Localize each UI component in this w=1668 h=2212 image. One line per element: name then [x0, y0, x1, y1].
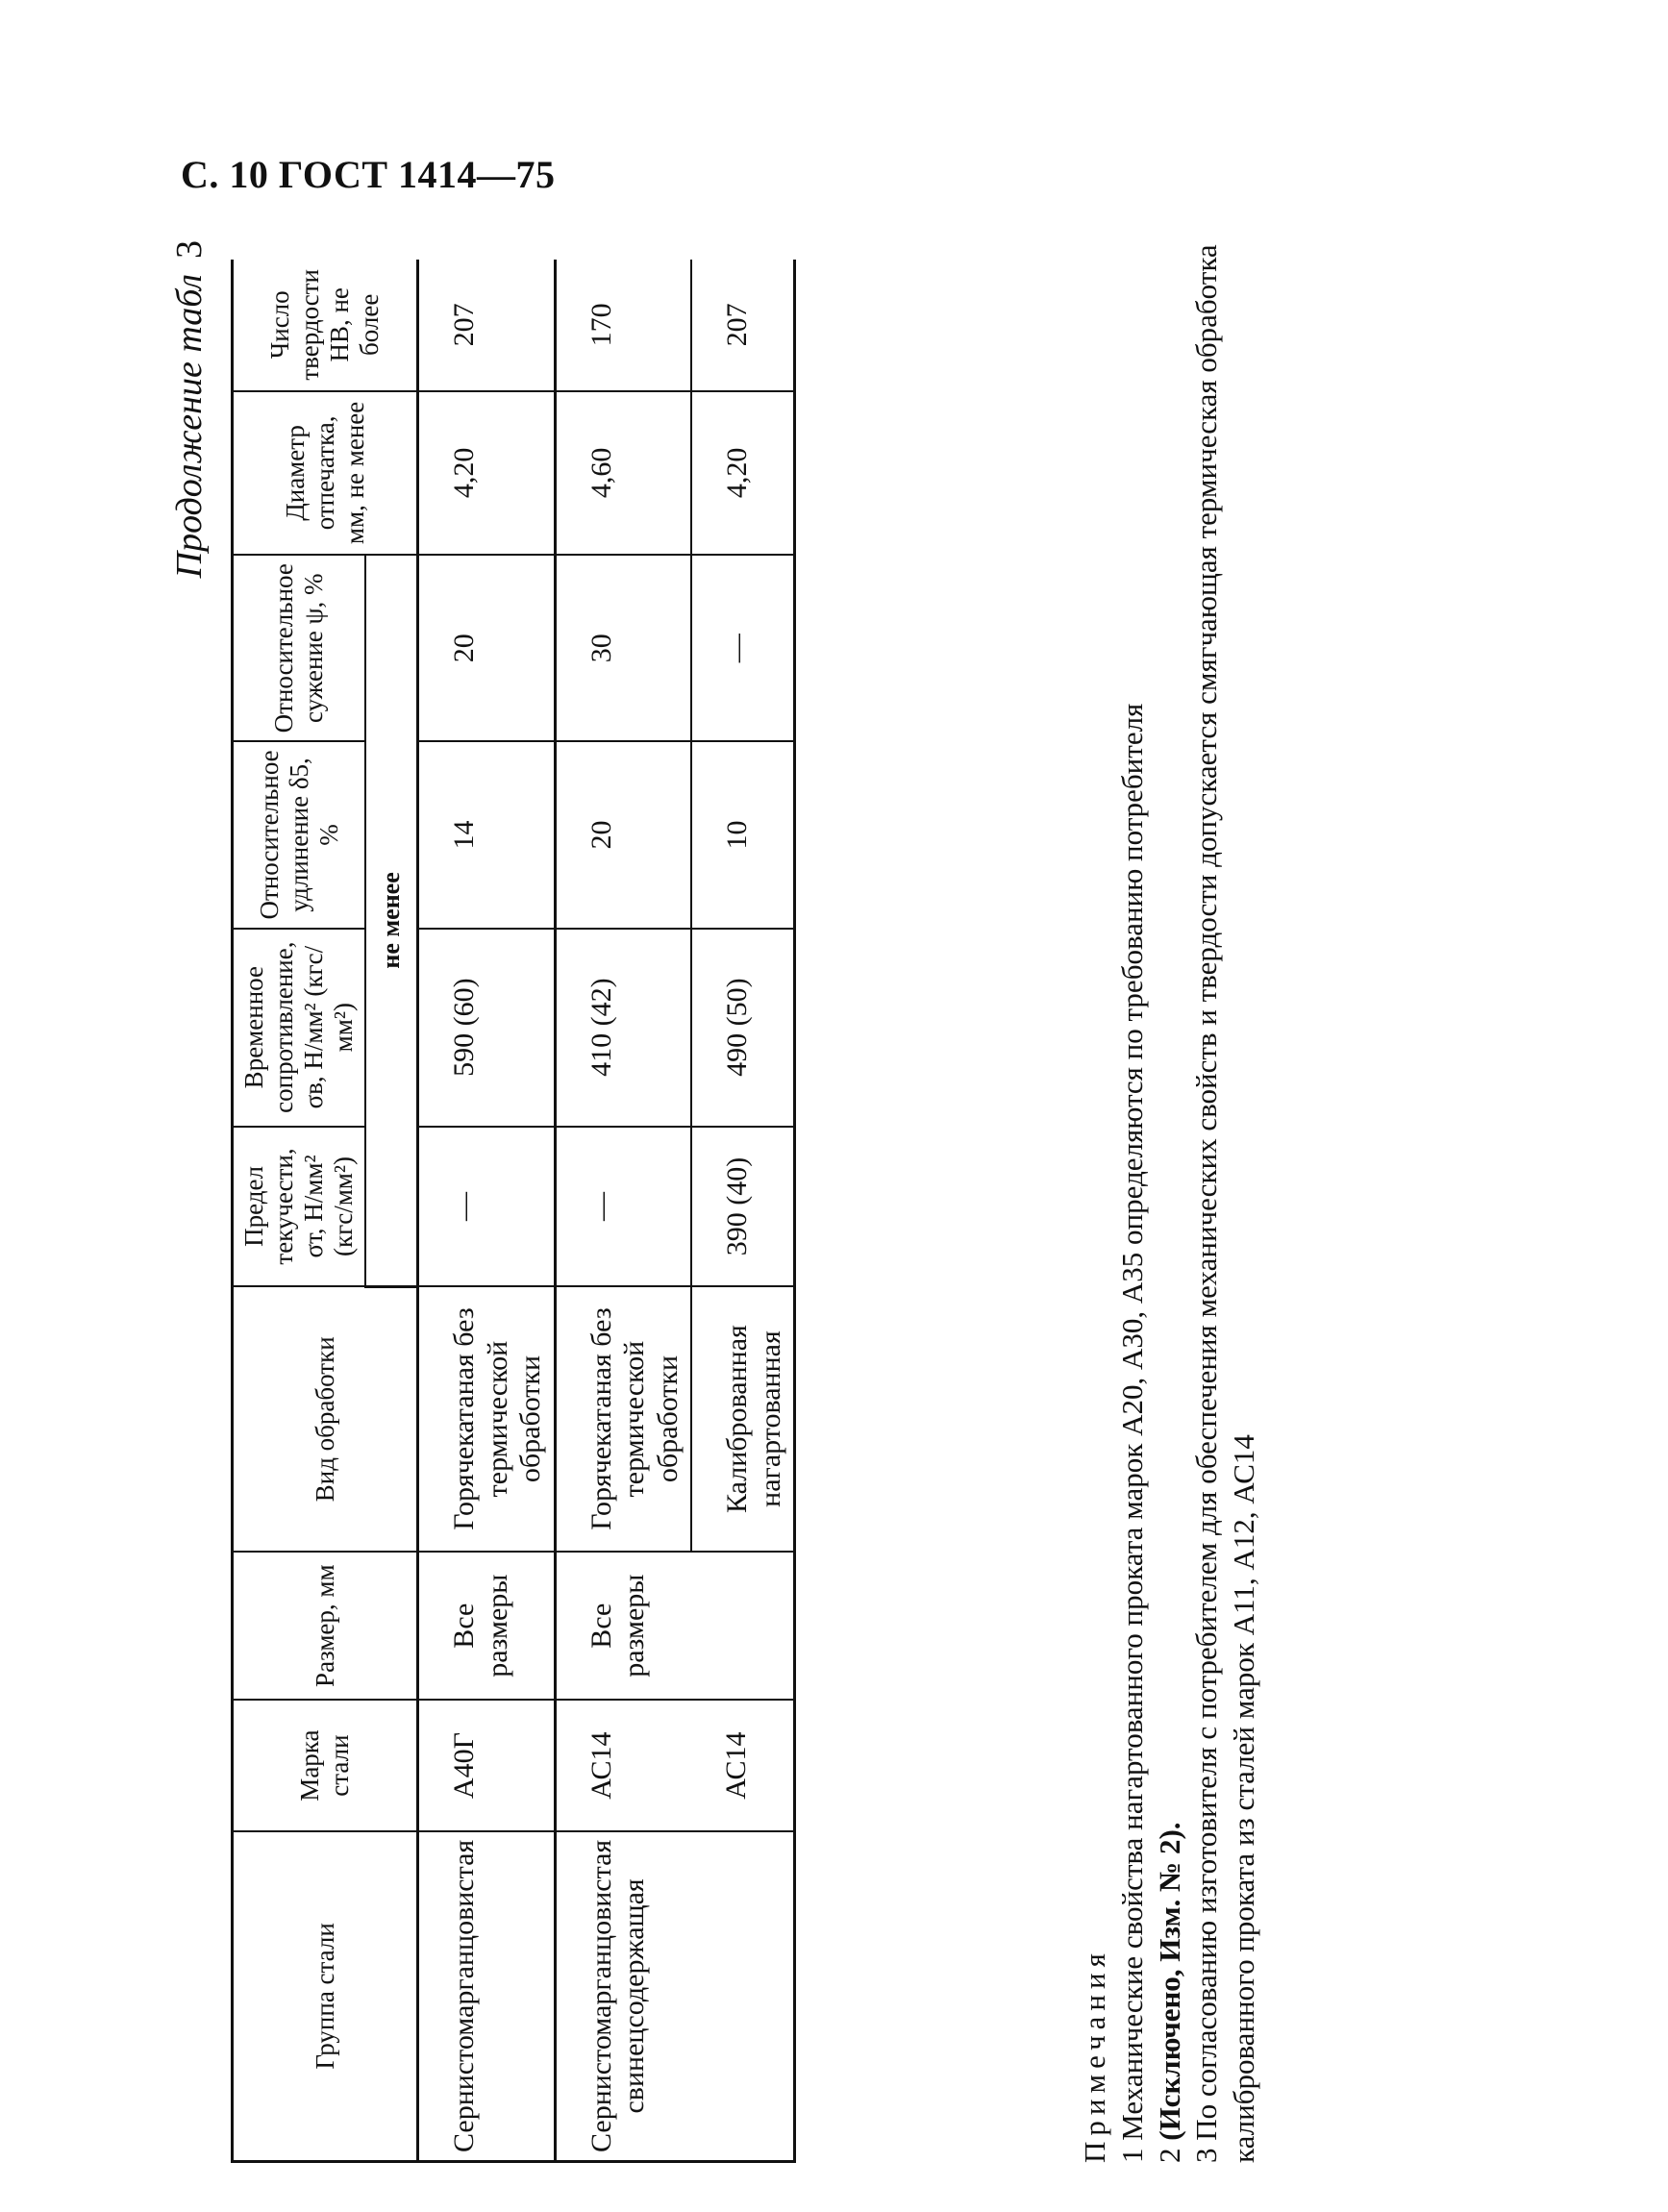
col-header-yield: Предел текучести, σт, Н/мм² (кгс/мм²)	[233, 1127, 366, 1286]
cell-elong: 20	[555, 741, 691, 928]
page-header: С. 10 ГОСТ 1414—75	[181, 153, 556, 196]
cell-elong: 14	[418, 741, 556, 928]
cell-group: Сернистомарганцовистая	[418, 1831, 556, 2162]
cell-yield: 390 (40)	[691, 1127, 795, 1286]
col-header-reduct: Относительное сужение ψ, %	[233, 555, 366, 741]
cell-process: Горячекатаная без термической обработки	[418, 1286, 556, 1552]
col-header-tensile: Временное сопротивление, σв, Н/мм² (кгс/мм²)	[233, 929, 366, 1127]
table-row	[418, 260, 556, 2162]
rotated-table-block	[168, 221, 1351, 2163]
table-row	[691, 260, 795, 2162]
note-2-text: (Исключено, Изм. № 2).	[1152, 1822, 1186, 2141]
cell-reduct: —	[691, 555, 795, 741]
col-header-size: Размер, мм	[233, 1552, 418, 1700]
col-header-process: Вид обработки	[233, 1286, 418, 1552]
cell-size	[691, 1552, 795, 1700]
cell-diameter: 4,20	[418, 391, 556, 556]
note-3: 3 По согласованию изготовителя с потребителем для обеспечения механических свойств и твердости допускается смягчающая термическая обработка калиброванного проката из сталей марок А11, А12, АС14	[1189, 244, 1260, 2163]
cell-process: Калиброванная нагартованная	[691, 1286, 795, 1552]
cell-diameter: 4,20	[691, 391, 795, 556]
caption-number: 3	[169, 240, 210, 259]
note-2-number: 2	[1152, 2148, 1186, 2163]
cell-tensile: 590 (60)	[418, 929, 556, 1127]
cell-grade: АС14	[691, 1700, 795, 1830]
note-2	[1152, 231, 1189, 2163]
cell-group: Сернистомарганцовистая свинецсодержащая	[555, 1831, 691, 2162]
cell-hardness: 207	[418, 260, 556, 391]
subheader-not-less: не менее	[365, 555, 418, 1286]
col-header-grade: Марка стали	[233, 1700, 418, 1830]
cell-size: Все размеры	[555, 1552, 691, 1700]
table-caption	[168, 240, 211, 578]
cell-reduct: 30	[555, 555, 691, 741]
col-header-diameter: Диаметр отпечатка, мм, не менее	[233, 391, 418, 556]
cell-hardness: 170	[555, 260, 691, 391]
cell-tensile: 490 (50)	[691, 929, 795, 1127]
notes-title: Примечания	[1078, 1948, 1111, 2163]
caption-text: Продолжение табл	[169, 274, 210, 579]
cell-reduct: 20	[418, 555, 556, 741]
cell-grade: АС14	[555, 1700, 691, 1830]
table-row	[555, 260, 691, 2162]
notes-block	[1077, 231, 1263, 2163]
cell-yield: —	[418, 1127, 556, 1286]
cell-diameter: 4,60	[555, 391, 691, 556]
properties-table	[231, 260, 796, 2163]
cell-elong: 10	[691, 741, 795, 928]
cell-process: Горячекатаная без термической обработки	[555, 1286, 691, 1552]
col-header-hardness: Число твердости НВ, не более	[233, 260, 418, 391]
cell-hardness: 207	[691, 260, 795, 391]
cell-tensile: 410 (42)	[555, 929, 691, 1127]
table-header-row	[233, 260, 366, 2162]
cell-grade: А40Г	[418, 1700, 556, 1830]
note-1: 1 Механические свойства нагартованного проката марок А20, А30, А35 определяются по требованию потребителя	[1114, 703, 1149, 2163]
cell-yield: —	[555, 1127, 691, 1286]
col-header-elong: Относительное удлинение δ5, %	[233, 741, 366, 928]
cell-size: Все размеры	[418, 1552, 556, 1700]
col-header-group: Группа стали	[233, 1831, 418, 2162]
cell-group	[691, 1831, 795, 2162]
